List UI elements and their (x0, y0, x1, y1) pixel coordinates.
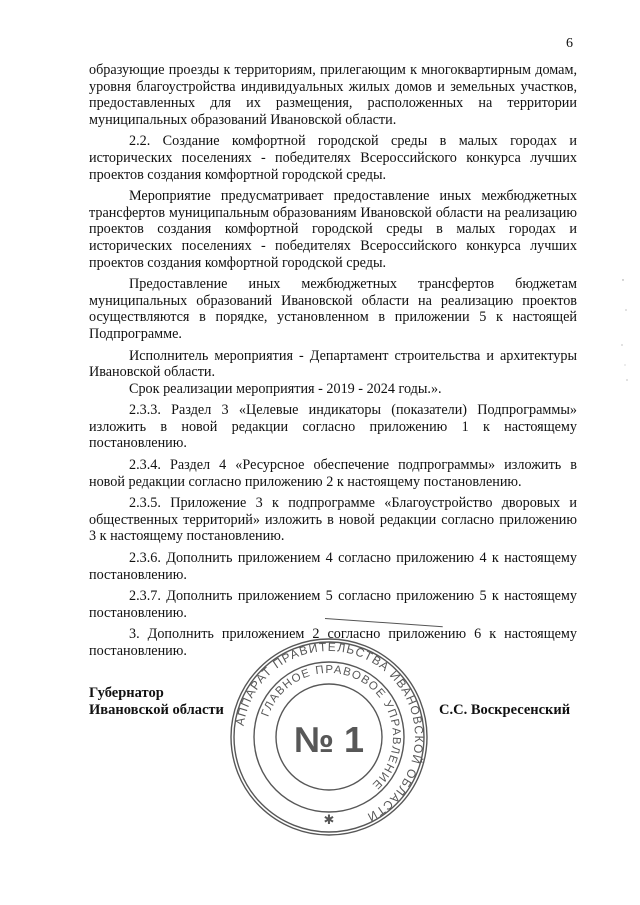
signer-position: Губернатор (89, 685, 164, 701)
official-seal-stamp (228, 636, 430, 838)
seal-center-text: № 1 (293, 719, 365, 760)
signer-title (89, 685, 224, 719)
paragraph-11: 3. Дополнить приложением 2 согласно приложению 6 к настоящему постановлению. (89, 626, 577, 659)
paragraph-6: 2.3.3. Раздел 3 «Целевые индикаторы (показатели) Подпрограммы» изложить в новой редакции согласно приложению 1 к настоящему постановлению. (89, 402, 577, 452)
seal-outer-text: АППАРАТ ПРАВИТЕЛЬСТВА ИВАНОВСКОЙ ОБЛАСТИ (232, 639, 427, 825)
signer-region: Ивановской области (89, 702, 224, 718)
paragraph-9: 2.3.6. Дополнить приложением 4 согласно приложению 4 к настоящему постановлению. (89, 550, 577, 583)
signer-name: С.С. Воскресенский (439, 702, 571, 718)
scan-noise (620, 270, 630, 390)
paragraph-10: 2.3.7. Дополнить приложением 5 согласно приложению 5 к настоящему постановлению. (89, 588, 577, 621)
paragraph-0: образующие проезды к территориям, прилегающим к многоквартирным домам, уровня благоустройства индивидуальных жилых домов и земельных участков, предоставленных для их размещения, расположенных на территории муниципальных образований Ивановской области. (89, 62, 577, 128)
seal-star-icon: ✱ (323, 812, 335, 827)
paragraph-7: 2.3.4. Раздел 4 «Ресурсное обеспечение подпрограммы» изложить в новой редакции согласно приложению 2 к настоящему постановлению. (89, 457, 577, 490)
paragraph-2: Мероприятие предусматривает предоставление иных межбюджетных трансфертов муниципальным образованиям Ивановской области на реализацию проектов создания комфортной городской среды в малых городах и исторических поселениях - победителях Всероссийского конкурса лучших проектов создания комфортной городской среды. (89, 188, 577, 271)
paragraph-4: Исполнитель мероприятия - Департамент строительства и архитектуры Ивановской области. (89, 347, 577, 381)
paragraph-1: 2.2. Создание комфортной городской среды в малых городах и исторических поселениях - победителях Всероссийского конкурса лучших проектов создания комфортной городской среды. (89, 133, 577, 183)
page-number: 6 (566, 36, 573, 51)
seal-inner-text: ГЛАВНОЕ ПРАВОВОЕ УПРАВЛЕНИЕ (259, 663, 403, 792)
paragraph-5: Срок реализации мероприятия - 2019 - 2024 годы.». (129, 380, 442, 397)
paragraph-8: 2.3.5. Приложение 3 к подпрограмме «Благоустройство дворовых и общественных территорий» изложить в новой редакции согласно приложению 3 к настоящему постановлению. (89, 495, 577, 545)
document-body (89, 62, 577, 665)
paragraph-3: Предоставление иных межбюджетных трансфертов бюджетам муниципальных образований Ивановской области на реализацию проектов осуществляются в порядке, установленном в приложении 5 к настоящей Подпрограмме. (89, 276, 577, 342)
